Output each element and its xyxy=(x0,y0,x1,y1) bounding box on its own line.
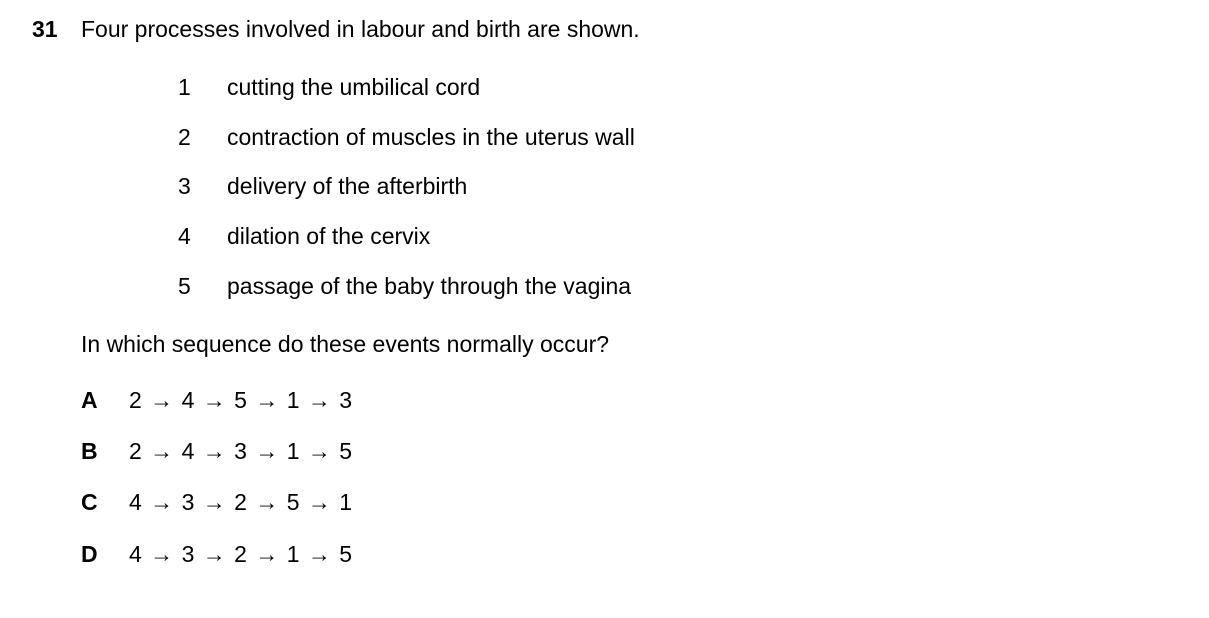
option-letter: D xyxy=(81,541,98,567)
option-sequence: 2 → 4 → 5 → 1 → 3 xyxy=(129,387,353,413)
option-letter: A xyxy=(81,387,98,413)
option-sequence: 2 → 4 → 3 → 1 → 5 xyxy=(129,438,353,464)
option-letter: B xyxy=(81,438,98,464)
process-text: dilation of the cervix xyxy=(227,223,431,249)
option-sequence: 4 → 3 → 2 → 1 → 5 xyxy=(129,541,353,567)
option-letter: C xyxy=(81,489,98,515)
process-text: delivery of the afterbirth xyxy=(227,173,468,199)
process-number: 4 xyxy=(178,223,191,249)
process-number: 5 xyxy=(178,273,191,299)
option-sequence: 4 → 3 → 2 → 5 → 1 xyxy=(129,489,353,515)
question-stem: Four processes involved in labour and birth are shown. xyxy=(81,16,640,42)
process-number: 1 xyxy=(178,74,191,100)
process-text: cutting the umbilical cord xyxy=(227,74,481,100)
process-text: passage of the baby through the vagina xyxy=(227,273,632,299)
question-prompt: In which sequence do these events normally occur? xyxy=(81,331,610,357)
process-number: 2 xyxy=(178,124,191,150)
process-text: contraction of muscles in the uterus wall xyxy=(227,124,635,150)
process-number: 3 xyxy=(178,173,191,199)
question-number: 31 xyxy=(32,16,58,42)
